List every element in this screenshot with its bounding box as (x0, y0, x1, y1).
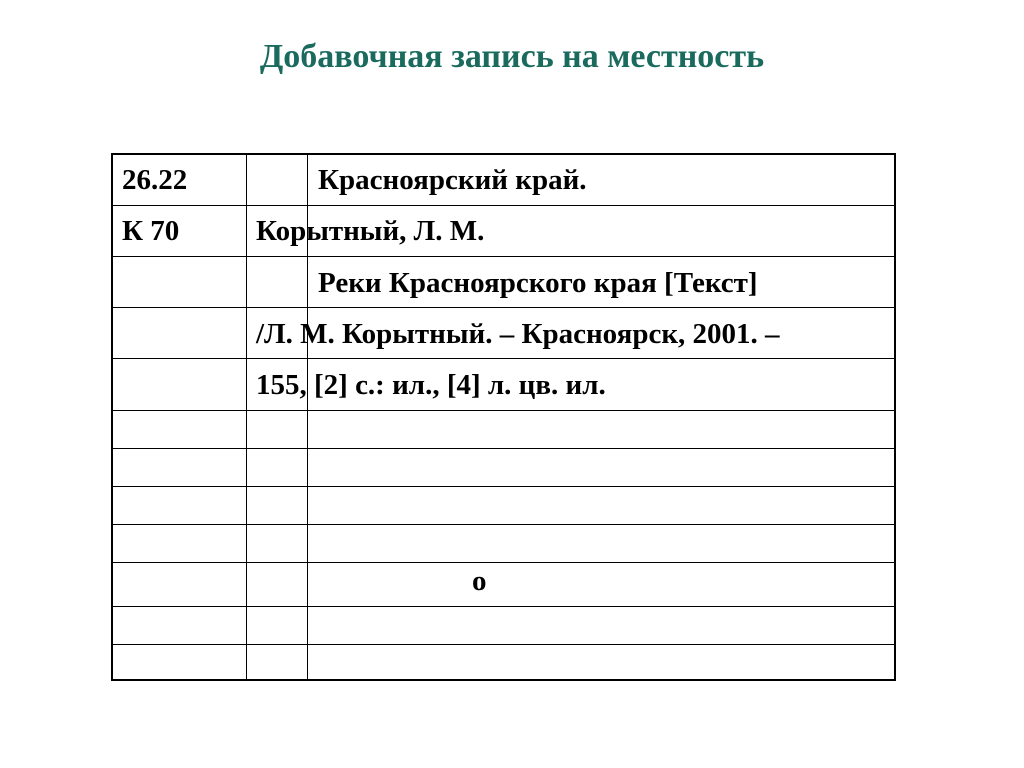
row-line (113, 486, 894, 487)
row-line (113, 256, 894, 257)
column-divider-left (246, 155, 247, 679)
responsibility-line: /Л. М. Корытный. – Красноярск, 2001. – (256, 318, 780, 350)
call-number-class: 26.22 (122, 164, 188, 196)
row-line (113, 562, 894, 563)
row-line (113, 410, 894, 411)
extent-line: 155, [2] с.: ил., [4] л. цв. ил. (256, 369, 606, 401)
row-line (113, 524, 894, 525)
row-line (113, 205, 894, 206)
row-line (113, 644, 894, 645)
subject-heading: Красноярский край. (318, 164, 587, 196)
card-hole-mark: о (472, 565, 487, 597)
page-title: Добавочная запись на местность (259, 38, 765, 75)
title-line: Реки Красноярского края [Текст] (318, 267, 758, 299)
author-heading: Корытный, Л. М. (256, 215, 485, 247)
call-number-author-mark: К 70 (122, 215, 180, 247)
row-line (113, 448, 894, 449)
row-line (113, 307, 894, 308)
catalog-card (111, 153, 896, 681)
row-line (113, 606, 894, 607)
row-line (113, 358, 894, 359)
